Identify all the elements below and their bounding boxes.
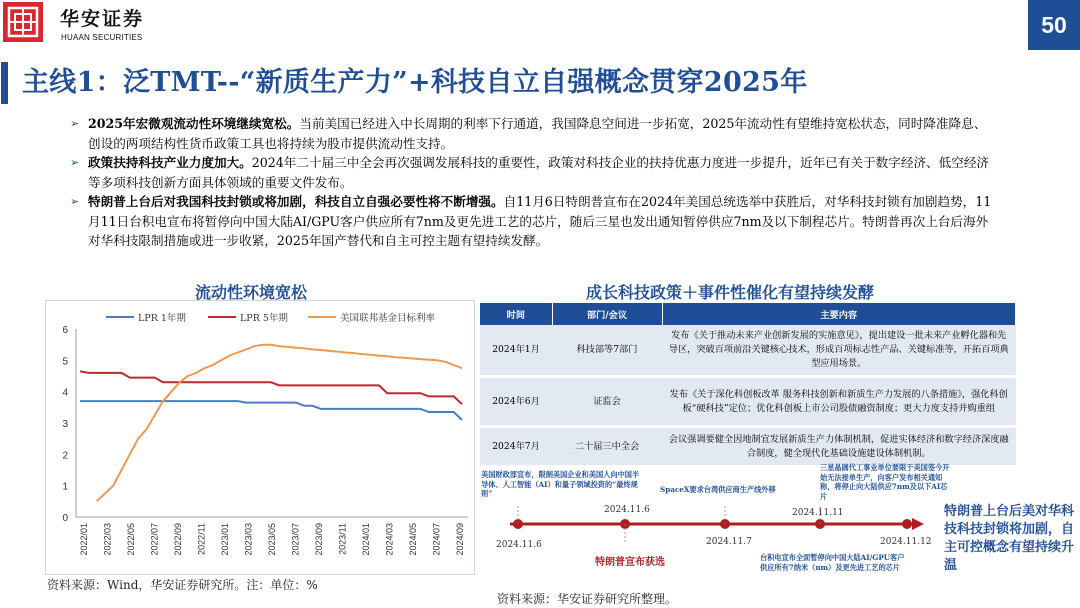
timeline-date: 2024.11.6 <box>496 540 542 550</box>
left-chart-source: 资料来源：Wind，华安证券研究所。注：单位：% <box>47 578 318 592</box>
x-tick-label: 2022/07 <box>149 523 160 556</box>
table-cell-content: 会议强调要健全因地制宜发展新质生产力体制机制，促进实体经济和数字经济深度融合制度，健全现代化基础设施建设体制机制。 <box>662 427 1016 467</box>
bullet-item <box>70 192 995 251</box>
table-row <box>480 377 1016 427</box>
arrow-bullet-icon: ➢ <box>70 195 80 208</box>
title-accent-bar <box>1 62 8 104</box>
bullet-lead: 政策扶持科技产业力度加大。 <box>88 155 252 170</box>
liquidity-line-chart <box>46 301 476 576</box>
timeline-event: 美国财政部宣布，限制美国企业和美国人向中国半导体、人工智能（AI）和量子领域投资的“最终规则” <box>481 470 640 498</box>
x-tick-label: 2023/05 <box>267 523 277 556</box>
bullet-body: 2024年二十届三中全会再次强调发展科技的重要性，政策对科技企业的扶持优惠力度进一步提升，近年已有关于数字经济、低空经济等多项科技创新方面具体领域的重要文件发布。 <box>88 155 990 190</box>
x-tick-label: 2023/09 <box>314 523 324 556</box>
legend-label: LPR 5年期 <box>240 313 288 324</box>
x-tick-label: 2022/09 <box>173 523 183 556</box>
legend-label: LPR 1年期 <box>138 313 186 324</box>
y-tick-label: 4 <box>62 387 68 399</box>
left-chart-heading: 流动性环境宽松 <box>195 283 308 302</box>
x-tick-label: 2024/01 <box>361 523 371 556</box>
series-line-1 <box>80 401 462 420</box>
brand-name-cn: 华安证券 <box>60 8 145 30</box>
timeline-date: 2024.11.11 <box>792 508 844 518</box>
table-row <box>480 427 1016 467</box>
table-header-content: 主要内容 <box>662 303 1016 325</box>
table-cell-department: 二十届三中全会 <box>552 427 662 467</box>
y-tick-label: 3 <box>62 419 68 430</box>
page-number: 50 <box>1028 0 1080 50</box>
x-tick-label: 2024/07 <box>431 523 442 556</box>
timeline-event: 特朗普宣布获选 <box>595 557 665 568</box>
bullet-body: 自11月6日特朗普宣布在2024年美国总统选举中获胜后，对华科技封锁有加剧趋势，11月11日台积电宣布将暂停向中国大陆AI/GPU客户供应所有7nm及更先进工艺的芯片，随后三星也发出通知暂停供应7nm及以下制程芯片。特朗普再次上台后海外对华科技限制措施或进一步收紧，2025年国产替代和自主可控主题有望持续发酵。 <box>88 194 992 248</box>
side-note: 特朗普上台后美对华科技科技封锁将加剧，自主可控概念有望持续升温 <box>944 504 1075 573</box>
timeline-date: 2024.11.12 <box>880 537 932 547</box>
table-cell-department: 科技部等7部门 <box>552 325 662 377</box>
table-header-department: 部门/会议 <box>552 303 662 325</box>
brand-name-en: HUAAN SECURITIES <box>61 33 143 42</box>
table-cell-content: 发布《关于深化科创板改革 服务科技创新和新质生产力发展的八条措施》，强化科创板“硬科技”定位；优化科创板上市公司股债融资制度；更大力度支持并购重组 <box>662 377 1016 427</box>
table-cell-content: 发布《关于推动未来产业创新发展的实施意见》，提出建设一批未来产业孵化器和先导区，突破百项前沿关键核心技术，形成百项标志性产品、关键标准等，开拓百项典型应用场景。 <box>662 325 1016 377</box>
series-line-2 <box>80 371 462 404</box>
company-logo <box>3 2 43 42</box>
x-tick-label: 2024/09 <box>455 523 465 556</box>
y-tick-label: 2 <box>62 450 68 462</box>
y-tick-label: 1 <box>62 481 68 493</box>
x-tick-label: 2022/11 <box>196 523 207 555</box>
table-cell-time: 2024年7月 <box>480 427 552 467</box>
chart-frame <box>45 300 475 575</box>
bullet-lead: 特朗普上台后对我国科技封锁或将加剧，科技自立自强必要性将不断增强。 <box>88 194 504 209</box>
timeline-event: SpaceX要求台湾供应商生产线外移 <box>660 485 776 494</box>
y-tick-label: 0 <box>62 513 68 524</box>
x-tick-label: 2022/03 <box>102 523 113 556</box>
table-cell-department: 证监会 <box>552 377 662 427</box>
x-tick-label: 2022/01 <box>79 523 89 556</box>
x-tick-label: 2023/11 <box>337 523 348 555</box>
timeline-event: 台积电宣布全面暂停向中国大陆AI/GPU客户供应所有7纳米（nm）及更先进工艺的芯片 <box>760 553 905 572</box>
timeline-event: 三星晶圆代工事业单位要限于美国签今开始无法接单生产，向客户发布相关通知称，将停止向大陆供应7nm及以下AI芯片 <box>820 463 950 501</box>
table-header-time: 时间 <box>480 303 552 325</box>
series-line-3 <box>97 345 462 502</box>
timeline-date: 2024.11.6 <box>604 505 650 515</box>
x-tick-label: 2023/03 <box>243 523 254 556</box>
table-cell-time: 2024年6月 <box>480 377 552 427</box>
arrow-bullet-icon: ➢ <box>70 117 80 130</box>
slide-title: 主线1：泛TMT--“新质生产力”+科技自立自强概念贯穿2025年 <box>22 67 808 98</box>
timeline-date: 2024.11.7 <box>706 537 752 547</box>
right-section-heading: 成长科技政策＋事件性催化有望持续发酵 <box>586 283 875 302</box>
x-tick-label: 2023/07 <box>290 523 301 556</box>
y-tick-label: 6 <box>62 325 68 336</box>
bullet-body: 当前美国已经进入中长周期的利率下行通道，我国降息空间进一步拓宽，2025年流动性有望维持宽松状态，同时降准降息、创设的两项结构性货币政策工具也将持续为股市提供流动性支持。 <box>88 116 987 151</box>
policy-table <box>480 303 1016 468</box>
timeline-arrow-icon <box>912 518 924 530</box>
table-cell-time: 2024年1月 <box>480 325 552 377</box>
x-tick-label: 2024/03 <box>384 523 395 556</box>
table-row <box>480 325 1016 377</box>
arrow-bullet-icon: ➢ <box>70 156 80 169</box>
x-tick-label: 2023/01 <box>220 523 230 556</box>
x-tick-label: 2022/05 <box>126 523 136 556</box>
right-section-source: 资料来源：华安证券研究所整理。 <box>497 592 678 606</box>
legend-label: 美国联邦基金目标利率 <box>340 313 436 324</box>
bullet-list <box>70 114 995 251</box>
x-tick-label: 2024/05 <box>408 523 418 556</box>
bullet-lead: 2025年宏微观流动性环境继续宽松。 <box>88 116 300 131</box>
bullet-item <box>70 153 995 192</box>
timeline-marker <box>902 519 912 529</box>
y-tick-label: 5 <box>62 356 68 368</box>
bullet-item <box>70 114 995 153</box>
